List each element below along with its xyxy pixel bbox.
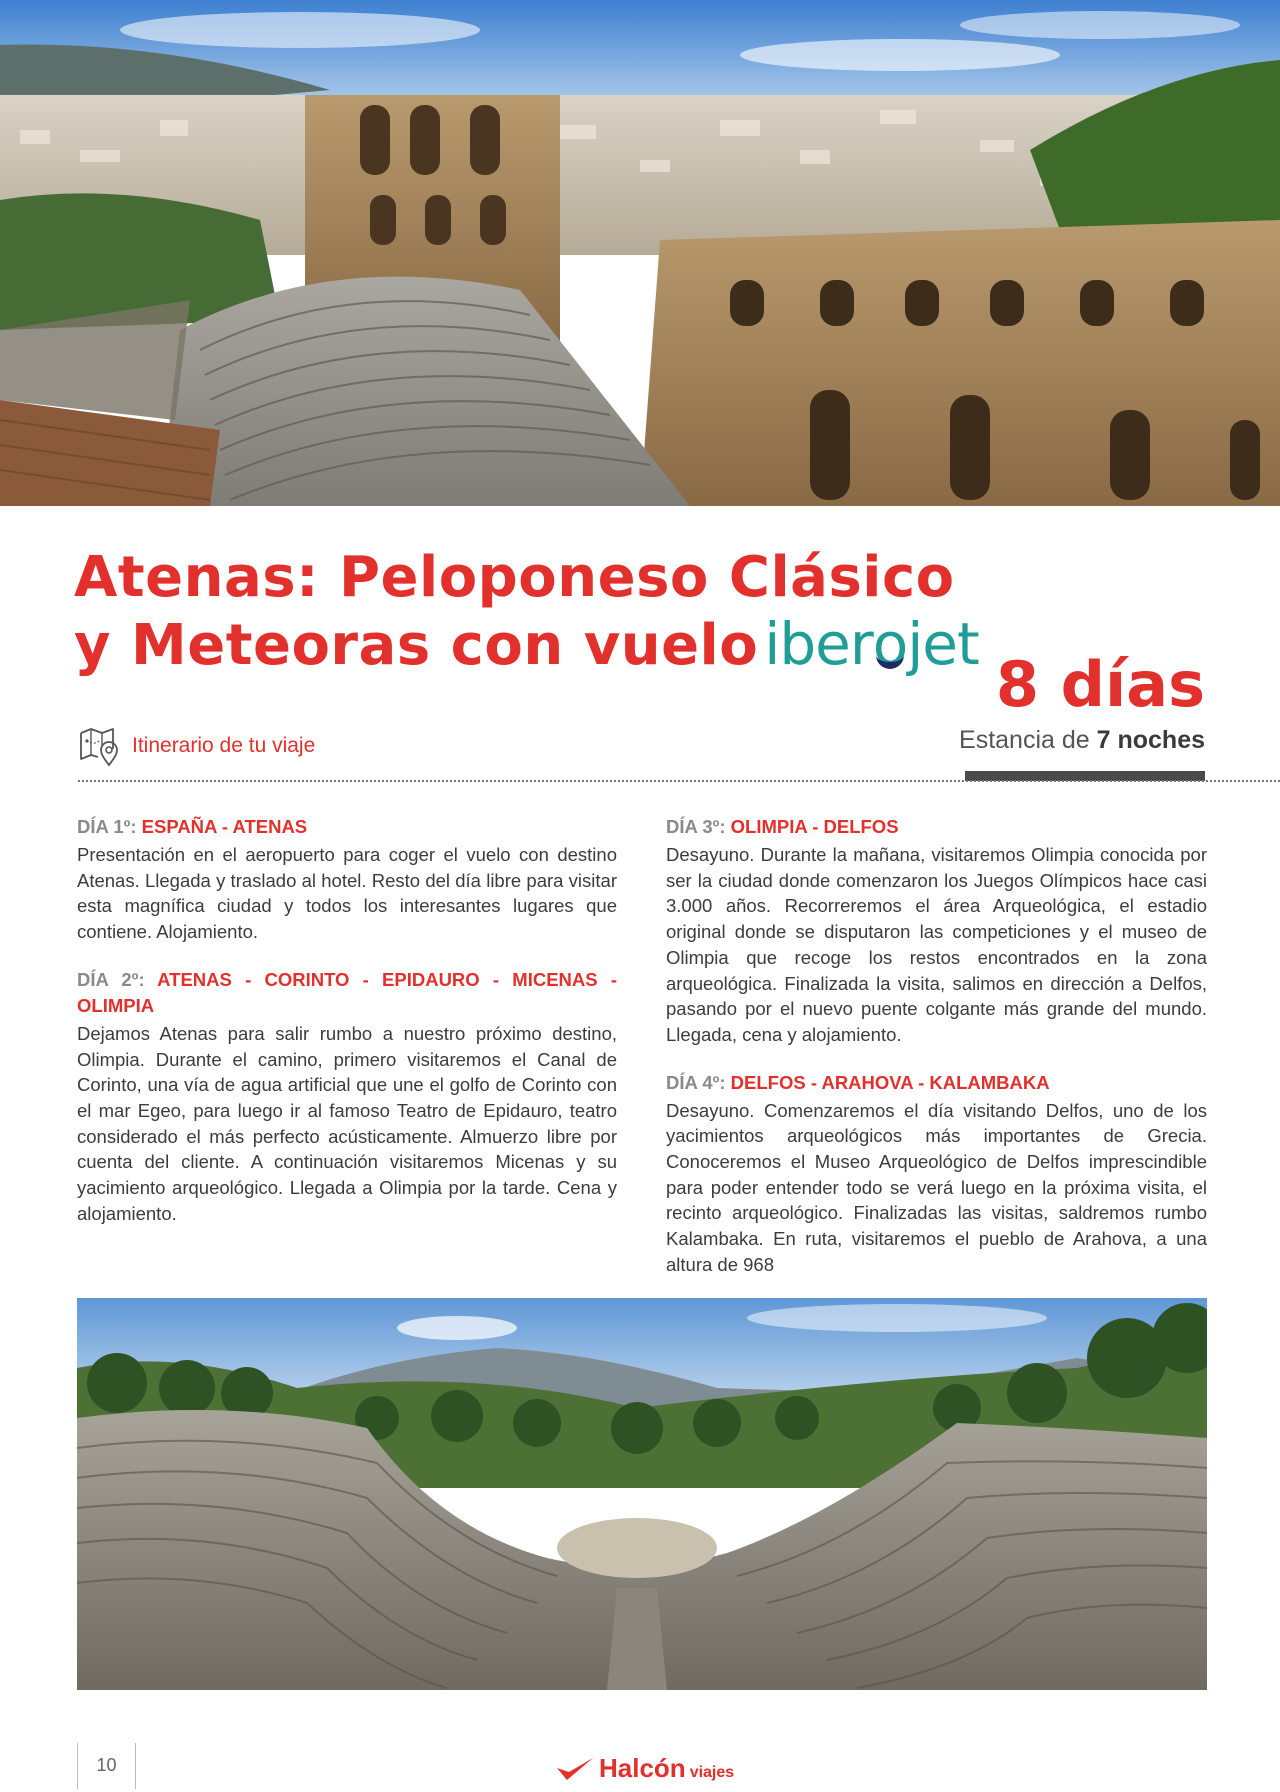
title-line-1: Atenas: Peloponeso Clásico bbox=[74, 545, 955, 610]
day-heading bbox=[666, 814, 1207, 840]
itinerary-column-left bbox=[77, 814, 617, 1248]
hero-photo-odeon-athens bbox=[0, 0, 1280, 506]
day-block bbox=[77, 967, 617, 1227]
day-route: ESPAÑA - ATENAS bbox=[141, 816, 308, 837]
day-description: Desayuno. Comenzaremos el día visitando Delfos, uno de los yacimientos arqueológicos más importantes de Grecia. Conoceremos el Museo Arqueológico de Delfos imprescindible para poder entender todo se verá luego en la próxima visita, el recinto arqueológico. Finalizadas las visitas, saldremos rumbo Kalambaka. En ruta, visitaremos el pueblo de Arahova, a una altura de 968 bbox=[666, 1099, 1207, 1275]
halcon-checkmark-icon bbox=[555, 1756, 595, 1782]
title-line-2-text: y Meteoras con vuelo bbox=[74, 613, 759, 678]
day-block bbox=[666, 1070, 1207, 1278]
day-route: DELFOS - ARAHOVA - KALAMBAKA bbox=[730, 1071, 1050, 1093]
page-title bbox=[74, 545, 979, 679]
day-route: OLIMPIA - DELFOS bbox=[730, 816, 899, 837]
logo-text-1: iber bbox=[764, 610, 873, 678]
stay-nights-count: 7 noches bbox=[1096, 726, 1205, 754]
itinerary-heading bbox=[78, 725, 315, 767]
day-route: ATENAS - CORINTO - EPIDAURO - MICENAS - OLIMPIA bbox=[77, 968, 617, 1016]
day-number: DÍA 3º: bbox=[666, 816, 726, 837]
itinerary-label: Itinerario de tu viaje bbox=[132, 734, 316, 757]
day-heading bbox=[666, 1070, 1207, 1096]
day-description: Presentación en el aeropuerto para coger el vuelo con destino Atenas. Llegada y traslado al hotel. Resto del día libre para visitar esta magnífica ciudad y todos los interesantes lugares que contiene. Alojamiento. bbox=[77, 844, 617, 943]
day-number: DÍA 4º: bbox=[666, 1071, 726, 1093]
logo-o-mark: o bbox=[872, 610, 908, 678]
day-description: Desayuno. Durante la mañana, visitaremos Olimpia conocida por ser la ciudad donde comenzaron los Juegos Olímpicos hace casi 3.000 años. Recorreremos el área Arqueológica, el estadio original donde se disputaron las competiciones y el museo de Olimpia que recoge los restos encontrados en la zona arqueológica. Finalizada la visita, salimos en dirección a Delfos, pasando por el nuevo puente colgante más grande del mundo. Llegada, cena y alojamiento. bbox=[666, 844, 1207, 1045]
itinerary-column-right bbox=[666, 814, 1207, 1300]
title-line-2 bbox=[74, 611, 979, 679]
trip-duration-days: 8 días bbox=[995, 648, 1205, 721]
day-block bbox=[77, 814, 617, 945]
iberojet-logo bbox=[764, 611, 979, 677]
stay-nights bbox=[959, 726, 1205, 755]
map-pin-icon bbox=[78, 725, 120, 767]
day-number: DÍA 1º: bbox=[77, 816, 137, 837]
brand-sub: viajes bbox=[689, 1764, 735, 1781]
day-heading bbox=[77, 967, 617, 1019]
dotted-divider bbox=[78, 780, 1280, 782]
halcon-viajes-logo bbox=[555, 1753, 734, 1784]
day-heading bbox=[77, 814, 617, 840]
brand-name: Halcón bbox=[599, 1753, 686, 1783]
day-number: DÍA 2º: bbox=[77, 968, 145, 990]
day-description: Dejamos Atenas para salir rumbo a nuestro próximo destino, Olimpia. Durante el camino, primero visitaremos el Canal de Corinto, una vía de agua artificial que une el golfo de Corinto con el mar Egeo, para luego ir al famoso Teatro de Epidauro, teatro considerado el más perfecto acústicamente. Almuerzo libre por cuenta del cliente. A continuación visitaremos Micenas y su yacimiento arqueológico. Llegada a Olimpia por la tarde. Cena y alojamiento. bbox=[77, 1022, 617, 1224]
photo-epidaurus-theatre bbox=[77, 1298, 1207, 1690]
logo-text-2: jet bbox=[907, 610, 979, 678]
stay-prefix: Estancia de bbox=[959, 726, 1090, 754]
page-number-box bbox=[77, 1743, 136, 1789]
page-number: 10 bbox=[96, 1755, 117, 1775]
day-block bbox=[666, 814, 1207, 1048]
